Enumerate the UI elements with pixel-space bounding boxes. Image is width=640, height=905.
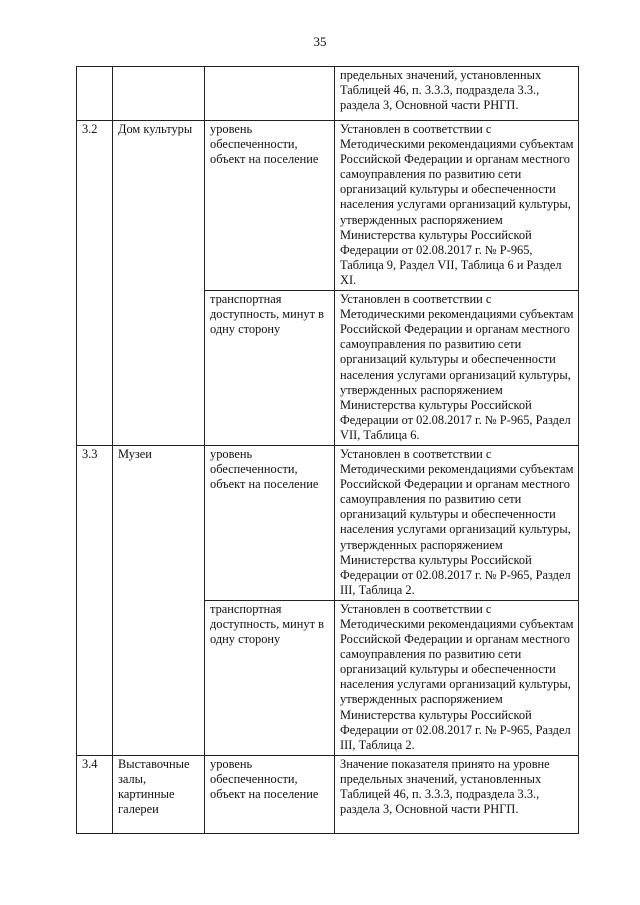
item-number-cell: 3.3: [77, 445, 113, 755]
page-number: 35: [313, 34, 327, 49]
item-number-cell: [77, 67, 113, 121]
description-cell: Значение показателя принято на уровне предельных значений, установленных Таблицей 46, п. 3.3.3, подраздела 3.3., раздела 3, Основной части РНГП.: [335, 755, 579, 833]
standards-table: [76, 66, 579, 834]
indicator-cell: транспортная доступность, минут в одну сторону: [205, 291, 335, 446]
table-row: [77, 755, 579, 833]
description-cell: Установлен в соответствии с Методическими рекомендациями субъектам Российской Федерации и органам местного самоуправления по развитию сети организаций культуры и обеспеченности населения услугами организаций культуры, утвержденных распоряжением Министерства культуры Российской Федерации от 02.08.2017 г. № Р-965, Таблица 9, Раздел VII, Таблица 6 и Раздел XI.: [335, 121, 579, 291]
description-cell: Установлен в соответствии с Методическими рекомендациями субъектам Российской Федерации и органам местного самоуправления по развитию сети организаций культуры и обеспеченности населения услугами организаций культуры, утвержденных распоряжением Министерства культуры Российской Федерации от 02.08.2017 г. № Р-965, Раздел III, Таблица 2.: [335, 445, 579, 600]
description-cell: Установлен в соответствии с Методическими рекомендациями субъектам Российской Федерации и органам местного самоуправления по развитию сети организаций культуры и обеспеченности населения услугами организаций культуры, утвержденных распоряжением Министерства культуры Российской Федерации от 02.08.2017 г. № Р-965, Раздел III, Таблица 2.: [335, 600, 579, 755]
indicator-cell: уровень обеспеченности, объект на поселение: [205, 755, 335, 833]
object-name-cell: [113, 67, 205, 121]
indicator-cell: [205, 67, 335, 121]
description-cell: Установлен в соответствии с Методическими рекомендациями субъектам Российской Федерации и органам местного самоуправления по развитию сети организаций культуры и обеспеченности населения услугами организаций культуры, утвержденных распоряжением Министерства культуры Российской Федерации от 02.08.2017 г. № Р-965, Раздел VII, Таблица 6.: [335, 291, 579, 446]
object-name-cell: Выставочные залы, картинные галереи: [113, 755, 205, 833]
table-row: [77, 445, 579, 600]
indicator-cell: транспортная доступность, минут в одну сторону: [205, 600, 335, 755]
indicator-cell: уровень обеспеченности, объект на поселение: [205, 445, 335, 600]
item-number-cell: 3.2: [77, 121, 113, 446]
item-number-cell: 3.4: [77, 755, 113, 833]
table-row: [77, 121, 579, 291]
object-name-cell: Музеи: [113, 445, 205, 755]
indicator-cell: уровень обеспеченности, объект на поселение: [205, 121, 335, 291]
table-row: [77, 67, 579, 121]
object-name-cell: Дом культуры: [113, 121, 205, 446]
description-cell: предельных значений, установленных Таблицей 46, п. 3.3.3, подраздела 3.3., раздела 3, Основной части РНГП.: [335, 67, 579, 121]
